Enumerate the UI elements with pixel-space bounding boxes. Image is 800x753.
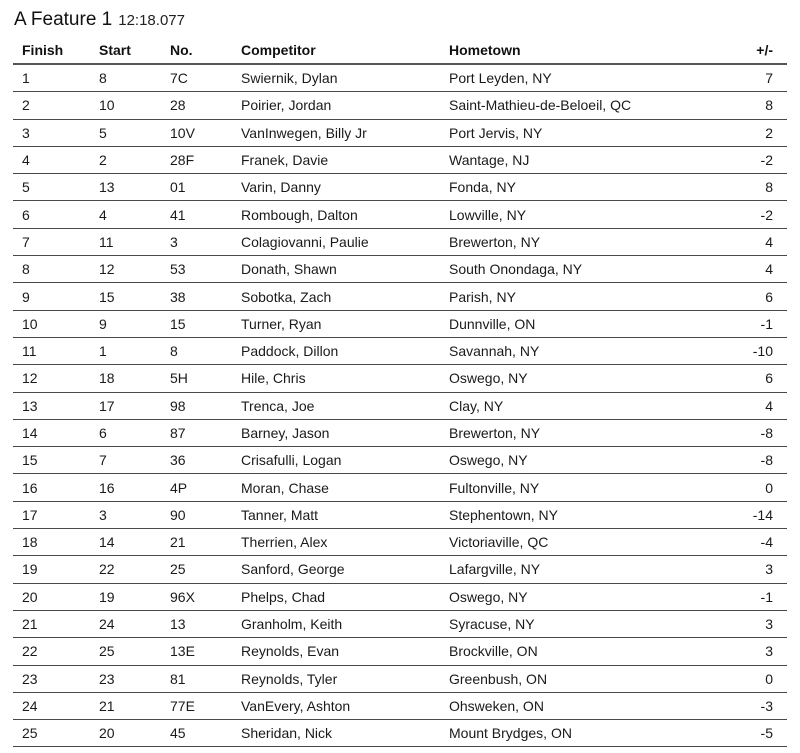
cell-plusminus: 2: [690, 119, 787, 146]
cell-competitor: Reynolds, Evan: [232, 638, 440, 665]
cell-number: 10V: [161, 119, 232, 146]
cell-finish: 20: [13, 583, 90, 610]
cell-finish: 15: [13, 447, 90, 474]
cell-start: 24: [90, 610, 161, 637]
table-row: [13, 119, 787, 146]
cell-finish: 25: [13, 720, 90, 747]
cell-start: 19: [90, 583, 161, 610]
cell-finish: 13: [13, 392, 90, 419]
cell-hometown: Clay, NY: [440, 392, 690, 419]
cell-hometown: Lafargville, NY: [440, 556, 690, 583]
cell-competitor: Barney, Jason: [232, 419, 440, 446]
cell-plusminus: -1: [690, 583, 787, 610]
cell-finish: 12: [13, 365, 90, 392]
cell-hometown: Greenbush, ON: [440, 665, 690, 692]
cell-hometown: Fultonville, NY: [440, 474, 690, 501]
table-row: [13, 447, 787, 474]
cell-number: 01: [161, 174, 232, 201]
cell-start: 7: [90, 447, 161, 474]
cell-finish: 21: [13, 610, 90, 637]
cell-finish: 16: [13, 474, 90, 501]
cell-plusminus: 4: [690, 228, 787, 255]
cell-finish: 10: [13, 310, 90, 337]
cell-competitor: Crisafulli, Logan: [232, 447, 440, 474]
cell-start: 14: [90, 529, 161, 556]
table-row: [13, 692, 787, 719]
cell-number: 13E: [161, 638, 232, 665]
cell-start: 2: [90, 146, 161, 173]
cell-plusminus: 7: [690, 64, 787, 92]
table-row: [13, 283, 787, 310]
cell-number: 5H: [161, 365, 232, 392]
cell-competitor: Varin, Danny: [232, 174, 440, 201]
table-row: [13, 337, 787, 364]
cell-competitor: Rombough, Dalton: [232, 201, 440, 228]
cell-hometown: Fonda, NY: [440, 174, 690, 201]
table-row: [13, 146, 787, 173]
cell-number: 36: [161, 447, 232, 474]
cell-competitor: Hile, Chris: [232, 365, 440, 392]
cell-competitor: Sobotka, Zach: [232, 283, 440, 310]
cell-competitor: Therrien, Alex: [232, 529, 440, 556]
cell-start: 11: [90, 228, 161, 255]
cell-plusminus: -14: [690, 501, 787, 528]
cell-finish: 11: [13, 337, 90, 364]
cell-plusminus: -8: [690, 447, 787, 474]
cell-hometown: Brewerton, NY: [440, 228, 690, 255]
table-row: [13, 610, 787, 637]
cell-finish: 9: [13, 283, 90, 310]
cell-start: 21: [90, 692, 161, 719]
cell-start: 1: [90, 337, 161, 364]
cell-number: 96X: [161, 583, 232, 610]
cell-finish: 14: [13, 419, 90, 446]
cell-finish: 8: [13, 256, 90, 283]
cell-number: 28: [161, 92, 232, 119]
cell-finish: 18: [13, 529, 90, 556]
cell-number: 87: [161, 419, 232, 446]
cell-start: 13: [90, 174, 161, 201]
cell-plusminus: 4: [690, 256, 787, 283]
header-row: [13, 36, 787, 64]
cell-plusminus: 8: [690, 174, 787, 201]
table-row: [13, 392, 787, 419]
cell-competitor: Sheridan, Nick: [232, 720, 440, 747]
cell-hometown: Dunnville, ON: [440, 310, 690, 337]
cell-number: 28F: [161, 146, 232, 173]
cell-hometown: Brockville, ON: [440, 638, 690, 665]
cell-number: 15: [161, 310, 232, 337]
table-row: [13, 174, 787, 201]
cell-plusminus: 0: [690, 665, 787, 692]
cell-plusminus: 6: [690, 283, 787, 310]
cell-finish: 5: [13, 174, 90, 201]
cell-plusminus: -2: [690, 146, 787, 173]
cell-start: 17: [90, 392, 161, 419]
table-row: [13, 501, 787, 528]
cell-start: 22: [90, 556, 161, 583]
table-row: [13, 638, 787, 665]
column-header-hometown[interactable]: Hometown: [440, 36, 690, 64]
column-header-finish[interactable]: Finish: [13, 36, 90, 64]
cell-finish: 24: [13, 692, 90, 719]
cell-start: 9: [90, 310, 161, 337]
cell-start: 6: [90, 419, 161, 446]
cell-plusminus: 0: [690, 474, 787, 501]
cell-hometown: Oswego, NY: [440, 365, 690, 392]
cell-finish: 19: [13, 556, 90, 583]
race-time: 12:18.077: [118, 12, 185, 29]
table-row: [13, 720, 787, 747]
cell-start: 20: [90, 720, 161, 747]
cell-competitor: Poirier, Jordan: [232, 92, 440, 119]
cell-number: 25: [161, 556, 232, 583]
cell-competitor: Franek, Davie: [232, 146, 440, 173]
cell-hometown: Port Jervis, NY: [440, 119, 690, 146]
cell-hometown: Lowville, NY: [440, 201, 690, 228]
cell-start: 5: [90, 119, 161, 146]
cell-number: 13: [161, 610, 232, 637]
cell-number: 81: [161, 665, 232, 692]
cell-hometown: Mount Brydges, ON: [440, 720, 690, 747]
cell-hometown: Brewerton, NY: [440, 419, 690, 446]
cell-number: 38: [161, 283, 232, 310]
cell-competitor: Swiernik, Dylan: [232, 64, 440, 92]
cell-competitor: Colagiovanni, Paulie: [232, 228, 440, 255]
cell-plusminus: 4: [690, 392, 787, 419]
column-header-competitor[interactable]: Competitor: [232, 36, 440, 64]
table-row: [13, 365, 787, 392]
table-row: [13, 92, 787, 119]
cell-number: 21: [161, 529, 232, 556]
cell-finish: 6: [13, 201, 90, 228]
cell-hometown: Parish, NY: [440, 283, 690, 310]
cell-number: 77E: [161, 692, 232, 719]
table-row: [13, 419, 787, 446]
cell-number: 98: [161, 392, 232, 419]
cell-competitor: VanInwegen, Billy Jr: [232, 119, 440, 146]
table-row: [13, 256, 787, 283]
race-title: A Feature 1: [14, 9, 113, 30]
cell-number: 4P: [161, 474, 232, 501]
cell-start: 3: [90, 501, 161, 528]
cell-plusminus: 3: [690, 610, 787, 637]
cell-finish: 3: [13, 119, 90, 146]
cell-competitor: Sanford, George: [232, 556, 440, 583]
cell-competitor: Phelps, Chad: [232, 583, 440, 610]
table-row: [13, 64, 787, 92]
cell-hometown: Saint-Mathieu-de-Beloeil, QC: [440, 92, 690, 119]
cell-competitor: Granholm, Keith: [232, 610, 440, 637]
cell-hometown: Oswego, NY: [440, 447, 690, 474]
cell-start: 18: [90, 365, 161, 392]
table-row: [13, 583, 787, 610]
cell-hometown: Oswego, NY: [440, 583, 690, 610]
cell-plusminus: -4: [690, 529, 787, 556]
cell-number: 3: [161, 228, 232, 255]
cell-finish: 2: [13, 92, 90, 119]
cell-number: 45: [161, 720, 232, 747]
table-row: [13, 665, 787, 692]
cell-number: 90: [161, 501, 232, 528]
race-header: [14, 9, 185, 37]
cell-finish: 23: [13, 665, 90, 692]
cell-start: 23: [90, 665, 161, 692]
cell-competitor: Reynolds, Tyler: [232, 665, 440, 692]
cell-hometown: South Onondaga, NY: [440, 256, 690, 283]
column-header-start[interactable]: Start: [90, 36, 161, 64]
cell-plusminus: 6: [690, 365, 787, 392]
cell-number: 41: [161, 201, 232, 228]
cell-competitor: Trenca, Joe: [232, 392, 440, 419]
cell-plusminus: -5: [690, 720, 787, 747]
cell-start: 25: [90, 638, 161, 665]
cell-start: 4: [90, 201, 161, 228]
cell-number: 7C: [161, 64, 232, 92]
cell-competitor: Donath, Shawn: [232, 256, 440, 283]
cell-finish: 4: [13, 146, 90, 173]
cell-plusminus: -8: [690, 419, 787, 446]
cell-hometown: Stephentown, NY: [440, 501, 690, 528]
cell-competitor: Turner, Ryan: [232, 310, 440, 337]
cell-plusminus: -1: [690, 310, 787, 337]
table-row: [13, 529, 787, 556]
cell-competitor: Paddock, Dillon: [232, 337, 440, 364]
column-header-number[interactable]: No.: [161, 36, 232, 64]
cell-hometown: Victoriaville, QC: [440, 529, 690, 556]
cell-finish: 7: [13, 228, 90, 255]
cell-finish: 22: [13, 638, 90, 665]
cell-finish: 1: [13, 64, 90, 92]
cell-start: 8: [90, 64, 161, 92]
table-row: [13, 310, 787, 337]
cell-plusminus: 8: [690, 92, 787, 119]
cell-start: 12: [90, 256, 161, 283]
cell-plusminus: -3: [690, 692, 787, 719]
table-row: [13, 474, 787, 501]
cell-finish: 17: [13, 501, 90, 528]
results-table-header: [13, 36, 787, 64]
column-header-plusminus[interactable]: +/-: [690, 36, 787, 64]
cell-competitor: Moran, Chase: [232, 474, 440, 501]
cell-plusminus: 3: [690, 638, 787, 665]
results-table: [13, 36, 787, 747]
cell-plusminus: -2: [690, 201, 787, 228]
cell-hometown: Syracuse, NY: [440, 610, 690, 637]
cell-start: 10: [90, 92, 161, 119]
cell-hometown: Wantage, NJ: [440, 146, 690, 173]
cell-hometown: Savannah, NY: [440, 337, 690, 364]
cell-number: 53: [161, 256, 232, 283]
table-row: [13, 201, 787, 228]
cell-competitor: VanEvery, Ashton: [232, 692, 440, 719]
table-row: [13, 556, 787, 583]
cell-plusminus: -10: [690, 337, 787, 364]
cell-competitor: Tanner, Matt: [232, 501, 440, 528]
cell-start: 15: [90, 283, 161, 310]
results-table-body: [13, 64, 787, 747]
table-row: [13, 228, 787, 255]
cell-number: 8: [161, 337, 232, 364]
cell-start: 16: [90, 474, 161, 501]
cell-hometown: Port Leyden, NY: [440, 64, 690, 92]
cell-plusminus: 3: [690, 556, 787, 583]
cell-hometown: Ohsweken, ON: [440, 692, 690, 719]
